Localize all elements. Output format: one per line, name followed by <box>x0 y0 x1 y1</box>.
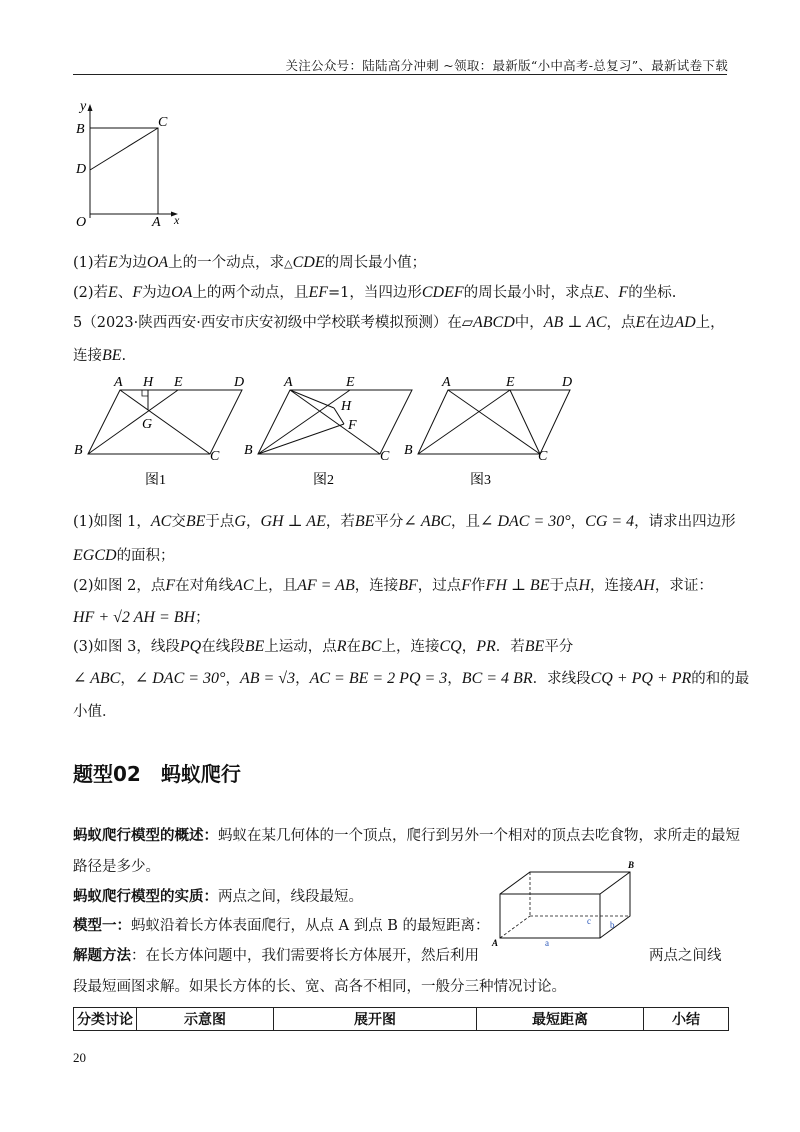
triangle-symbol: △ <box>284 257 293 270</box>
math: CQ <box>439 638 462 655</box>
text: 蚂蚁在某几何体的一个顶点，爬行到另外一个相对的顶点去吃食物，求所走的最短 <box>218 828 740 844</box>
q5-sub2-line2 <box>73 608 210 628</box>
text: =1，当四边形 <box>327 285 422 301</box>
label-F: F <box>348 418 357 433</box>
text: 中， <box>514 315 544 331</box>
text: 的坐标. <box>628 285 677 301</box>
ant-essence <box>73 887 363 907</box>
math: FH ⊥ BE <box>485 577 550 594</box>
text: 上的一个动点，求 <box>168 255 285 271</box>
parallelogram-figures <box>70 372 573 492</box>
math: R <box>336 638 347 655</box>
math: AC <box>233 577 254 594</box>
text: 蚂蚁爬行模型的概述： <box>73 827 218 844</box>
text: 的周长最小时，求点 <box>463 285 595 301</box>
label-A: A <box>284 375 293 390</box>
text: 为边 <box>117 255 147 271</box>
label-O: O <box>76 215 87 230</box>
text: 的面积； <box>116 548 175 564</box>
text: 解题方法 <box>73 947 131 964</box>
math: BE <box>524 638 545 655</box>
text: ， <box>570 514 586 530</box>
math: CQ + PQ + PR <box>590 670 692 687</box>
label-C: C <box>210 449 220 464</box>
label-b: b <box>610 920 615 930</box>
text: ：在长方体问题中，我们需要将长方体展开，然后利用 <box>131 948 479 964</box>
math: E <box>108 284 118 301</box>
label-B: B <box>74 443 83 458</box>
math: AH <box>633 577 655 594</box>
text: 的周长最小值； <box>324 255 427 271</box>
label-G: G <box>142 417 153 432</box>
text: 蚂蚁沿着长方体表面爬行，从点 A 到点 B 的最短距离： <box>131 918 490 934</box>
q5-sub1-line2 <box>73 546 175 566</box>
text: ，连接 <box>354 578 399 594</box>
math: AF = AB <box>297 577 355 594</box>
text: ， <box>295 671 310 687</box>
math: F <box>165 577 176 594</box>
q4-part2 <box>73 283 676 303</box>
math: PR <box>476 638 496 655</box>
ant-overview <box>73 826 740 846</box>
figure-1 <box>74 375 244 488</box>
ant-overview-line2: 路径是多少。 <box>73 859 160 875</box>
label-H: H <box>341 399 352 414</box>
text: ，请求出四边形 <box>634 514 736 530</box>
q5-intro <box>73 313 725 333</box>
math: ∠ DAC = 30° <box>134 670 226 687</box>
label-C: C <box>538 449 548 464</box>
text: 两点之间，线段最短。 <box>218 889 363 905</box>
math: F <box>132 284 143 301</box>
label-A: A <box>114 375 123 390</box>
text: 在边 <box>645 315 675 331</box>
text: ， <box>120 671 135 687</box>
text: ，且 <box>451 514 481 530</box>
label-E: E <box>346 375 355 390</box>
text: 、 <box>117 285 133 301</box>
text: 上， <box>695 315 725 331</box>
math: AB = √3 <box>239 670 296 687</box>
math: CDEF <box>421 284 464 301</box>
text: ，连接 <box>590 578 634 594</box>
text: 5（2023·陕西西安·西安市庆安初级中学校联考模拟预测）在 <box>73 315 462 331</box>
table-header-cell: 最短距离 <box>477 1008 644 1031</box>
text: 上，且 <box>253 578 298 594</box>
label-a: a <box>545 938 549 948</box>
text: (3)如图 3，线段 <box>73 639 180 655</box>
figure-2 <box>244 375 412 488</box>
text: ，求证： <box>654 578 713 594</box>
text: (1)如图 1， <box>73 514 151 530</box>
q5-sub1 <box>73 512 736 532</box>
math: EF <box>308 284 328 301</box>
text: (2)若 <box>73 285 109 301</box>
text: ，点 <box>606 315 636 331</box>
math: ∠ ABC <box>403 513 452 530</box>
q5-sub3-line2 <box>73 669 749 689</box>
y-arrow-icon <box>88 104 93 111</box>
text: (1)若 <box>73 255 109 271</box>
math: AC <box>150 513 172 530</box>
text: ．若 <box>495 639 525 655</box>
edge <box>600 872 630 894</box>
label-B: B <box>244 443 253 458</box>
math: BE <box>244 638 265 655</box>
math: F <box>461 577 472 594</box>
math: EGCD <box>73 547 117 564</box>
math: BE <box>354 513 375 530</box>
label-A: A <box>492 938 499 948</box>
table-header-cell: 小结 <box>644 1008 729 1031</box>
text: 上，连接 <box>381 639 440 655</box>
text: 平分 <box>544 639 574 655</box>
math: BE <box>102 347 122 364</box>
coordinate-figure <box>68 98 188 232</box>
q5-intro-line2 <box>73 346 126 366</box>
math: AD <box>674 314 696 331</box>
q5-sub3 <box>73 637 573 657</box>
text: 的和的最 <box>691 671 750 687</box>
label-E: E <box>174 375 183 390</box>
label-H: H <box>143 375 154 390</box>
label-A: A <box>442 375 451 390</box>
text: 在对角线 <box>175 578 234 594</box>
math: CDE <box>292 254 325 271</box>
ant-model1 <box>73 916 490 936</box>
classification-table <box>73 1007 729 1031</box>
math: HF + √2 AH = BH <box>73 609 196 626</box>
ant-method-tail: 两点之间线 <box>649 948 722 964</box>
right-angle-mark <box>142 390 148 396</box>
figure-3 <box>404 375 572 488</box>
text: 于点 <box>549 578 579 594</box>
ant-method <box>73 946 479 966</box>
math: E <box>635 314 646 331</box>
text: 在线段 <box>201 639 245 655</box>
label-C: C <box>380 449 390 464</box>
text: 上运动，点 <box>264 639 337 655</box>
label-D: D <box>562 375 573 390</box>
math: E <box>594 284 604 301</box>
table-header-cell: 分类讨论 <box>74 1008 137 1031</box>
page-header: 关注公众号：陆陆高分冲刺 ~领取：最新版“小中高考-总复习”、最新试卷下载 <box>285 58 728 73</box>
rectangle-OACB <box>90 128 158 214</box>
q4-part1 <box>73 253 426 274</box>
label-B: B <box>628 860 635 870</box>
segment-DC <box>90 128 158 170</box>
segment-AC <box>448 390 540 454</box>
label-B: B <box>76 122 85 137</box>
text: ， <box>461 639 477 655</box>
ant-method-line2: 段最短画图求解。如果长方体的长、宽、高各不相同，一般分三种情况讨论。 <box>73 979 566 995</box>
label-A: A <box>152 215 161 230</box>
table-header-cell: 展开图 <box>274 1008 477 1031</box>
math: AC = BE = 2 PQ = 3 <box>309 670 448 687</box>
text: 在 <box>346 639 362 655</box>
text: 为边 <box>142 285 172 301</box>
math: GH ⊥ AE <box>260 513 326 530</box>
q5-sub3-line3: 小值． <box>73 704 117 720</box>
math: BC <box>361 638 382 655</box>
text: 模型一： <box>73 917 131 934</box>
text: ； <box>195 610 210 626</box>
text: 作 <box>471 578 486 594</box>
text: . <box>121 348 127 364</box>
text: 连接 <box>73 348 102 364</box>
label-B: B <box>404 443 413 458</box>
q5-sub2 <box>73 576 713 596</box>
math: H <box>578 577 591 594</box>
math: ∠ DAC = 30° <box>480 513 571 530</box>
label-y: y <box>80 99 87 114</box>
section-title: 题型02 蚂蚁爬行 <box>73 762 241 786</box>
text: ， <box>225 671 240 687</box>
hidden-edge <box>500 916 530 938</box>
text: ， <box>447 671 462 687</box>
text: (2)如图 2，点 <box>73 578 166 594</box>
text: ， <box>245 514 261 530</box>
caption-1: 图1 <box>145 473 166 488</box>
cuboid-figure <box>490 858 640 948</box>
text: ，过点 <box>417 578 462 594</box>
math: G <box>234 513 246 530</box>
text: 蚂蚁爬行模型的实质： <box>73 888 218 905</box>
math: BF <box>398 577 418 594</box>
caption-3: 图3 <box>470 473 491 488</box>
table-header-row <box>74 1008 729 1031</box>
math: CG = 4 <box>585 513 635 530</box>
text: ，若 <box>325 514 355 530</box>
text: ．求线段 <box>532 671 591 687</box>
math: BC = 4 BR <box>461 670 533 687</box>
math: E <box>108 254 118 271</box>
label-E: E <box>506 375 515 390</box>
math: ∠ ABC <box>73 670 121 687</box>
math: OA <box>146 254 169 271</box>
page-number: 20 <box>73 1050 86 1065</box>
caption-2: 图2 <box>313 473 334 488</box>
math: OA <box>171 284 193 301</box>
math: AB ⊥ AC <box>543 314 607 331</box>
math: F <box>618 284 629 301</box>
math: BE <box>185 513 206 530</box>
segment-EC <box>510 390 540 454</box>
label-D: D <box>76 162 87 177</box>
segment-BE <box>418 390 510 454</box>
label-D: D <box>234 375 245 390</box>
label-C: C <box>158 115 168 130</box>
text: 于点 <box>205 514 235 530</box>
math: PQ <box>179 638 202 655</box>
table-header-cell: 示意图 <box>137 1008 274 1031</box>
math: ABCD <box>473 314 515 331</box>
label-x: x <box>174 213 180 227</box>
text: 平分 <box>374 514 404 530</box>
label-c: c <box>587 916 591 926</box>
text: 上的两个动点，且 <box>192 285 309 301</box>
header-rule <box>73 74 727 75</box>
text: 交 <box>171 514 186 530</box>
text: 、 <box>603 285 619 301</box>
parallelogram-symbol: ▱ <box>461 315 473 331</box>
